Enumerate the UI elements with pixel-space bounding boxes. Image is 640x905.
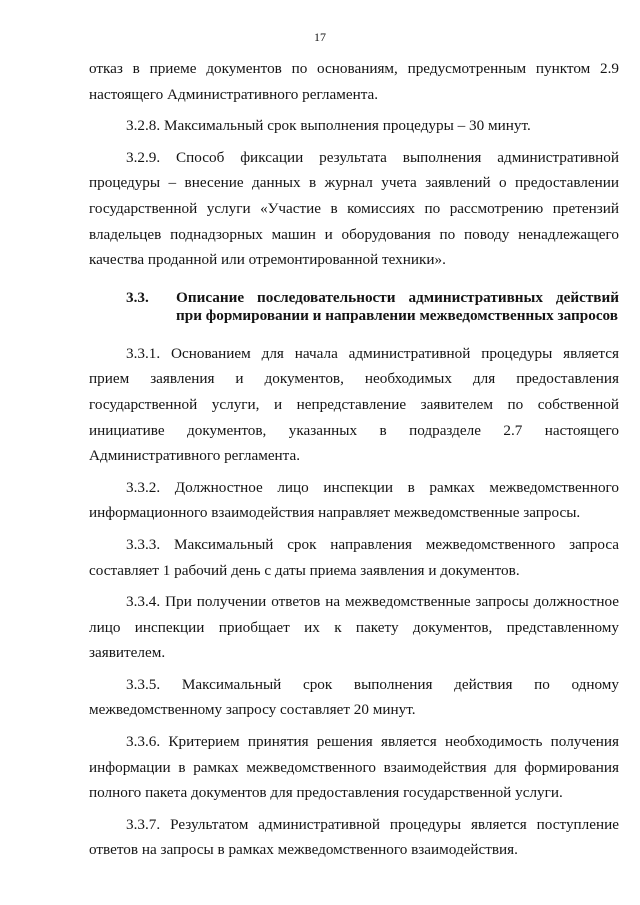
paragraph-3-3-1: 3.3.1. Основанием для начала административной процедуры является прием заявления и документов, необходимых для предоставления государственной услуги, и непредставление заявителем по собственной инициативе документов, указанных в подразделе 2.7 настоящего Административного регламента. — [89, 344, 619, 465]
paragraph-continuation: отказ в приеме документов по основаниям, предусмотренным пунктом 2.9 настоящего Административного регламента. — [89, 60, 619, 103]
section-heading-title: Описание последовательности административных действий при формировании и направлении межведомственных запросов — [176, 288, 619, 324]
paragraph-3-2-8: 3.2.8. Максимальный срок выполнения процедуры – 30 минут. — [126, 117, 531, 135]
paragraph-3-3-2: 3.3.2. Должностное лицо инспекции в рамках межведомственного информационного взаимодействия направляет межведомственные запросы. — [89, 478, 619, 522]
page-number: 17 — [314, 30, 326, 44]
paragraph-3-3-5: 3.3.5. Максимальный срок выполнения действия по одному межведомственному запросу составляет 20 минут. — [89, 675, 619, 719]
paragraph-3-3-6: 3.3.6. Критерием принятия решения является необходимость получения информации в рамках межведомственного взаимодействия для формирования полного пакета документов для предоставления государственной услуги. — [89, 733, 619, 802]
paragraph-3-3-3: 3.3.3. Максимальный срок направления межведомственного запроса составляет 1 рабочий день с даты приема заявления и документов. — [89, 535, 619, 579]
paragraph-3-2-9: 3.2.9. Способ фиксации результата выполнения административной процедуры – внесение данных в журнал учета заявлений о предоставлении государственной услуги «Участие в комиссиях по рассмотрению претензий владельцев поднадзорных машин и оборудования по поводу ненадлежащего качества проданной или отремонтированной техники». — [89, 148, 619, 269]
document-body — [89, 56, 619, 863]
section-heading-number: 3.3. — [126, 288, 149, 306]
paragraph-3-3-7: 3.3.7. Результатом административной процедуры является поступление ответов на запросы в рамках межведомственного взаимодействия. — [89, 815, 619, 859]
section-heading-3-3 — [89, 289, 619, 325]
paragraph-3-3-4: 3.3.4. При получении ответов на межведомственные запросы должностное лицо инспекции приобщает их к пакету документов, представленному заявителем. — [89, 593, 619, 662]
